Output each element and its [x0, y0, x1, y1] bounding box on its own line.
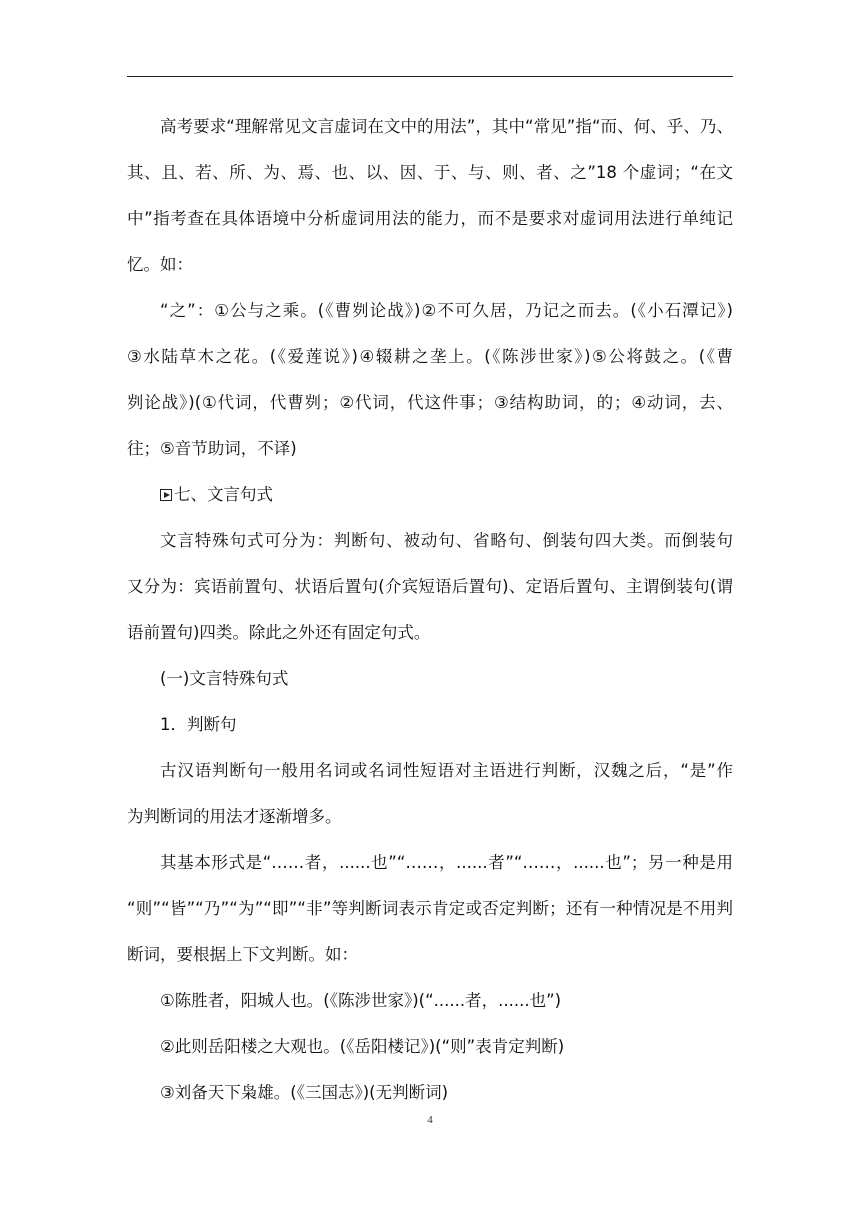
section-heading — [127, 472, 733, 518]
sentence-types-line: 又分为：宾语前置句、状语后置句(介宾短语后置句)、定语后置句、主谓倒装句(谓 — [127, 577, 733, 596]
example-item: ②此则岳阳楼之大观也。(《岳阳楼记》)(“则”表肯定判断) — [160, 1037, 565, 1056]
zhi-example-line: ③水陆草木之花。(《爱莲说》)④辍耕之垄上。(《陈涉世家》)⑤公将鼓之。(《曹 — [127, 347, 733, 366]
document-body — [127, 104, 733, 1116]
sentence-types-line: 文言特殊句式可分为：判断句、被动句、省略句、倒装句四大类。而倒装句 — [160, 531, 733, 550]
judgment-intro-paragraph — [127, 748, 733, 840]
intro-line: 忆。如： — [127, 255, 193, 274]
zhi-example-line: 往；⑤音节助词，不译) — [127, 439, 297, 458]
example-item: ①陈胜者，阳城人也。(《陈涉世家》)(“......者，......也”) — [160, 991, 562, 1010]
zhi-example-line: “之”：①公与之乘。(《曹刿论战》)②不可久居，乃记之而去。(《小石潭记》) — [160, 301, 733, 320]
intro-line: 中”指考查在具体语境中分析虚词用法的能力，而不是要求对虚词用法进行单纯记 — [127, 209, 733, 228]
play-icon — [160, 489, 172, 501]
zhi-example-paragraph — [127, 288, 733, 472]
item-heading: 1．判断句 — [160, 715, 237, 734]
judgment-forms-line: 断词，要根据上下文判断。如： — [127, 945, 358, 964]
judgment-intro-line: 古汉语判断句一般用名词或名词性短语对主语进行判断，汉魏之后，“是”作 — [160, 761, 733, 780]
judgment-forms-paragraph — [127, 840, 733, 978]
intro-paragraph — [127, 104, 733, 288]
example-item: ③刘备天下枭雄。(《三国志》)(无判断词) — [160, 1083, 449, 1102]
intro-line: 高考要求“理解常见文言虚词在文中的用法”，其中“常见”指“而、何、乎、乃、 — [160, 117, 733, 136]
page-number: 4 — [427, 1114, 433, 1126]
judgment-intro-line: 为判断词的用法才逐渐增多。 — [127, 807, 342, 826]
judgment-forms-line: “则”“皆”“乃”“为”“即”“非”等判断词表示肯定或否定判断；还有一种情况是不用判 — [127, 899, 733, 918]
subsection-heading: (一)文言特殊句式 — [160, 669, 289, 688]
intro-line: 其、且、若、所、为、焉、也、以、因、于、与、则、者、之”18 个虚词；“在文 — [127, 163, 733, 182]
sentence-types-paragraph — [127, 518, 733, 656]
section-heading-text: 七、文言句式 — [174, 485, 273, 504]
zhi-example-line: 刿论战》)(①代词，代曹刿；②代词，代这件事；③结构助词，的；④动词，去、 — [127, 393, 733, 412]
sentence-types-line: 语前置句)四类。除此之外还有固定句式。 — [127, 623, 431, 642]
judgment-forms-line: 其基本形式是“……者，......也”“……，......者”“……，......也”；另一种是用 — [160, 853, 733, 872]
header-rule — [127, 76, 733, 77]
